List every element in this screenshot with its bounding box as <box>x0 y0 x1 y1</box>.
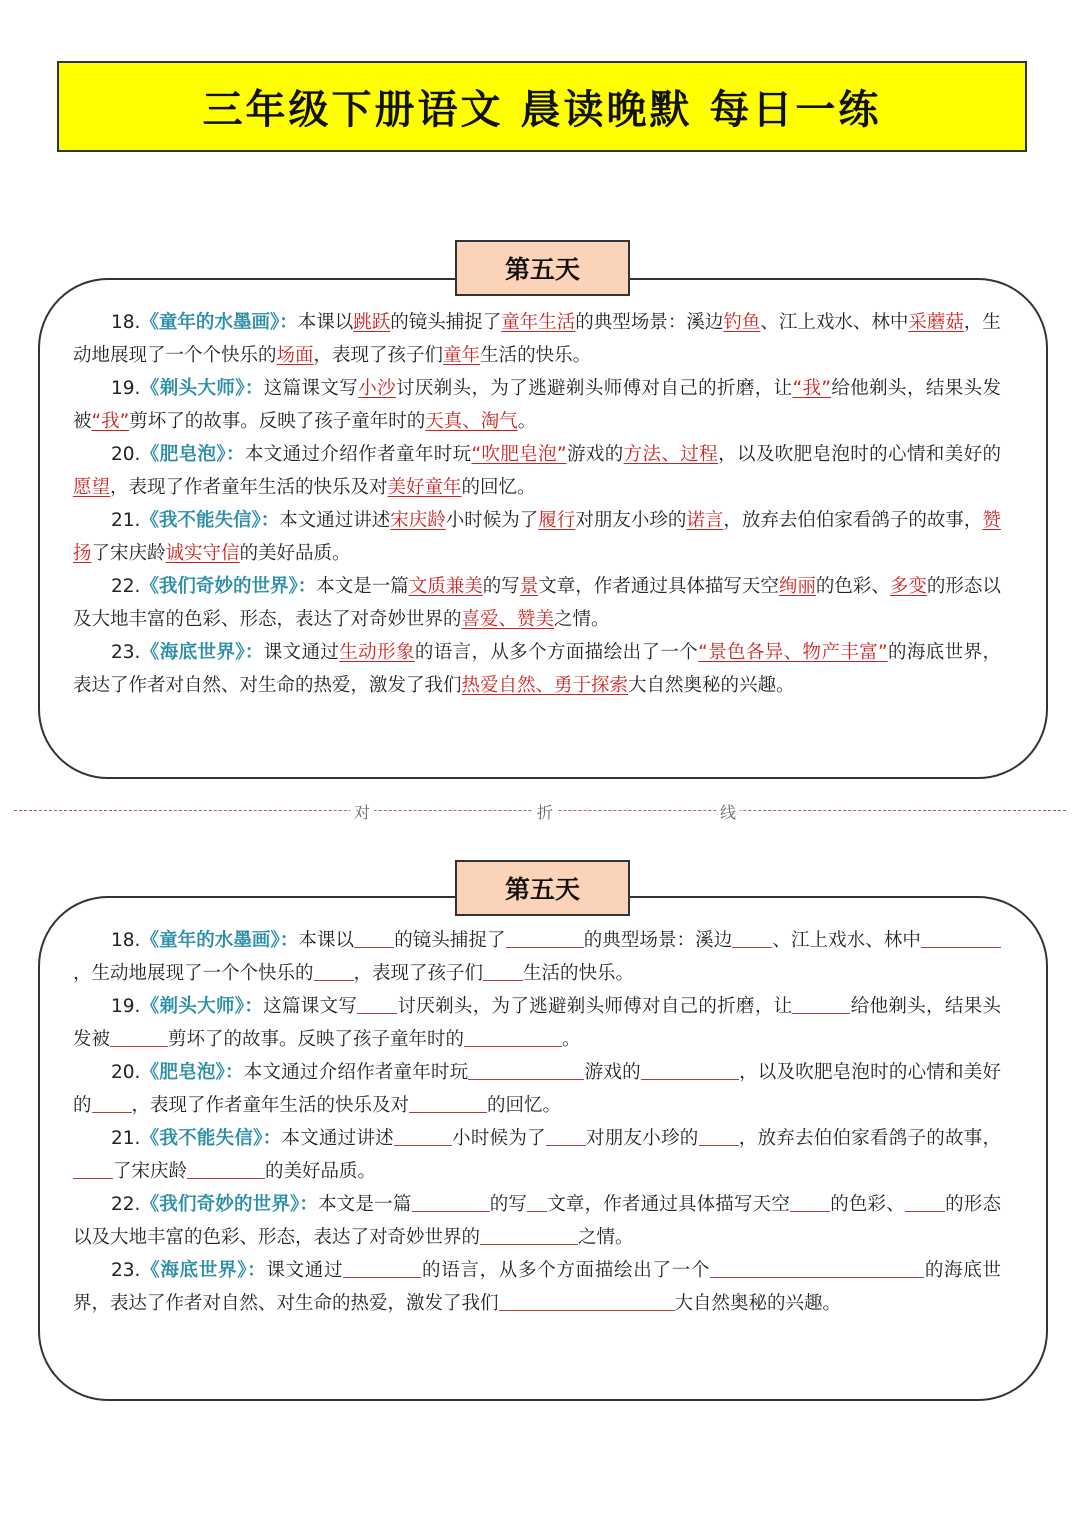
answer-text: 绚丽 <box>778 576 816 597</box>
body-text: 的镜头捕捉了 <box>394 930 506 951</box>
body-text: ，以及吹肥皂泡时的心情和美好的 <box>73 1062 1001 1116</box>
body-text: 的语言，从多个方面描绘出了一个 <box>414 642 699 663</box>
fill-blank <box>343 1259 421 1279</box>
day-label-text: 第五天 <box>504 255 580 284</box>
answer-text: “我” <box>792 378 832 399</box>
body-text: 讨厌剃头，为了逃避剃头师傅对自己的折磨，让 <box>397 996 793 1017</box>
answer-text: 喜爱、赞美 <box>461 609 555 630</box>
body-text: 之情。 <box>554 609 610 630</box>
fold-line-char: 线 <box>716 800 740 823</box>
fill-blank <box>187 1160 265 1180</box>
fill-blank <box>394 1127 452 1147</box>
body-text: ，表现了孩子们 <box>353 963 484 984</box>
body-text: 的美好品质。 <box>265 1161 377 1182</box>
body-text: ，表现了作者童年生活的快乐及对 <box>110 477 388 498</box>
body-text: 给他剃头，结果头发被 <box>73 996 1001 1050</box>
body-text: 的色彩、 <box>815 576 890 597</box>
body-text: ，生动地展现了一个个快乐的 <box>73 312 1001 366</box>
lesson-title: 《童年的水墨画》： <box>140 930 299 951</box>
answer-card <box>38 278 1048 779</box>
body-text: 本文通过介绍作者童年时玩 <box>244 444 472 465</box>
body-text: 对朋友小珍的 <box>575 510 687 531</box>
answer-text: 美好童年 <box>387 477 462 498</box>
fill-blank <box>354 929 394 949</box>
body-text: 本文通过讲述 <box>281 1128 394 1149</box>
fill-blank <box>110 1028 168 1048</box>
body-text: 这篇课文写 <box>263 996 358 1017</box>
fill-blank <box>699 1127 739 1147</box>
day-label-text: 第五天 <box>504 875 580 904</box>
answer-content <box>73 306 1001 702</box>
paragraph <box>73 636 1001 702</box>
fill-blank <box>641 1061 739 1081</box>
body-text: 。 <box>517 411 537 432</box>
body-text: 、江上戏水、林中 <box>772 930 921 951</box>
body-text: 大自然奥秘的兴趣。 <box>628 675 795 696</box>
paragraph <box>73 372 1001 438</box>
answer-text: 景 <box>519 576 539 597</box>
fill-blank <box>527 1193 547 1213</box>
answer-text: 诚实守信 <box>165 543 240 564</box>
body-text: 本文通过讲述 <box>279 510 391 531</box>
body-text: 游戏的 <box>584 1062 641 1083</box>
paragraph <box>73 306 1001 372</box>
body-text: 对朋友小珍的 <box>585 1128 699 1149</box>
body-text: 的镜头捕捉了 <box>390 312 502 333</box>
paragraph <box>73 504 1001 570</box>
body-text: 、江上戏水、林中 <box>760 312 909 333</box>
lesson-title: 《肥皂泡》： <box>140 444 245 465</box>
fill-blank <box>314 962 354 982</box>
lesson-title: 《我不能失信》： <box>140 510 280 531</box>
body-text: 文章，作者通过具体描写天空 <box>538 576 779 597</box>
body-text: 文章，作者通过具体描写天空 <box>547 1194 791 1215</box>
body-text: 生活的快乐。 <box>523 963 635 984</box>
fill-blank <box>792 995 850 1015</box>
body-text: ，放弃去伯伯家看鸽子的故事， <box>738 1128 1001 1149</box>
item-number: 23. <box>111 1260 141 1281</box>
answer-text: 热爱自然、勇于探索 <box>461 675 629 696</box>
paragraph <box>73 1188 1001 1254</box>
fill-blank <box>409 1094 487 1114</box>
answer-text: 愿望 <box>73 477 111 498</box>
fold-line-char: 对 <box>350 800 374 823</box>
fill-blank <box>710 1259 924 1279</box>
body-text: 的形态以及大地丰富的色彩、形态，表达了对奇妙世界的 <box>73 576 1001 630</box>
answer-text: 多变 <box>889 576 927 597</box>
answer-text: 生动形象 <box>339 642 415 663</box>
fill-blank <box>412 1193 490 1213</box>
body-text: 小时候为了 <box>445 510 539 531</box>
page-title-banner <box>57 61 1027 152</box>
answer-text: 场面 <box>276 345 314 366</box>
body-text: 小时候为了 <box>451 1128 546 1149</box>
body-text: 的写 <box>482 576 520 597</box>
body-text: 之情。 <box>578 1227 634 1248</box>
body-text: 的海底世界，表达了作者对自然、对生命的热爱，激发了我们 <box>73 1260 1001 1314</box>
fill-blank <box>468 1061 584 1081</box>
paragraph <box>73 924 1001 990</box>
fill-blank <box>499 1292 675 1312</box>
body-text: 本文是一篇 <box>318 1194 412 1215</box>
fill-blank <box>483 962 523 982</box>
fill-blank <box>92 1094 132 1114</box>
body-text: 游戏的 <box>566 444 624 465</box>
paragraph <box>73 990 1001 1056</box>
body-text: 课文通过 <box>266 1260 344 1281</box>
body-text: 的回忆。 <box>487 1095 562 1116</box>
answer-text: “景色各异、物产丰富” <box>698 642 888 663</box>
body-text: 本文是一篇 <box>316 576 409 597</box>
item-number: 22. <box>111 1194 141 1215</box>
paragraph <box>73 1056 1001 1122</box>
exercise-content <box>73 924 1001 1320</box>
item-number: 18. <box>111 312 141 333</box>
paragraph <box>73 1122 1001 1188</box>
answer-text: 小沙 <box>358 378 396 399</box>
body-text: 的美好品质。 <box>239 543 351 564</box>
lesson-title: 《海底世界》： <box>140 1260 267 1281</box>
lesson-title: 《肥皂泡》： <box>140 1062 244 1083</box>
fill-blank <box>357 995 397 1015</box>
item-number: 19. <box>111 996 141 1017</box>
lesson-title: 《童年的水墨画》： <box>140 312 298 333</box>
answer-text: 天真、淘气 <box>425 411 518 432</box>
body-text: 本文通过介绍作者童年时玩 <box>243 1062 469 1083</box>
fill-blank <box>921 929 1001 949</box>
answer-text: 方法、过程 <box>623 444 719 465</box>
item-number: 18. <box>111 930 141 951</box>
lesson-title: 《我们奇妙的世界》： <box>140 1194 319 1215</box>
answer-text: 采蘑菇 <box>908 312 964 333</box>
item-number: 21. <box>111 510 141 531</box>
lesson-title: 《海底世界》： <box>140 642 264 663</box>
day-label-top <box>455 240 630 296</box>
body-text: 本课以 <box>298 930 355 951</box>
body-text: 剪坏了的故事。反映了孩子童年时的 <box>129 411 426 432</box>
answer-text: 跳跃 <box>353 312 391 333</box>
body-text: 生活的快乐。 <box>480 345 592 366</box>
body-text: 的典型场景：溪边 <box>575 312 724 333</box>
fill-blank <box>464 1028 562 1048</box>
body-text: 讨厌剃头，为了逃避剃头师傅对自己的折磨，让 <box>395 378 793 399</box>
body-text: ，生动地展现了一个个快乐的 <box>73 963 314 984</box>
day-label-bottom <box>455 860 630 916</box>
body-text: 的语言，从多个方面描绘出了一个 <box>421 1260 711 1281</box>
body-text: 大自然奥秘的兴趣。 <box>674 1293 842 1314</box>
body-text: ，表现了作者童年生活的快乐及对 <box>131 1095 410 1116</box>
answer-text: 童年生活 <box>501 312 576 333</box>
body-text: 给他剃头，结果头发被 <box>73 378 1001 432</box>
answer-text: “吹肥皂泡” <box>471 444 567 465</box>
body-text: 了宋庆龄 <box>113 1161 188 1182</box>
body-text: 的回忆。 <box>461 477 536 498</box>
lesson-title: 《我不能失信》： <box>140 1128 282 1149</box>
fold-line-char: 折 <box>533 800 557 823</box>
body-text: 本课以 <box>297 312 354 333</box>
fill-blank <box>480 1226 578 1246</box>
item-number: 20. <box>111 444 141 465</box>
answer-text: 赞扬 <box>73 510 1001 564</box>
item-number: 23. <box>111 642 141 663</box>
body-text: ，放弃去伯伯家看鸽子的故事， <box>723 510 983 531</box>
lesson-title: 《我们奇妙的世界》： <box>140 576 317 597</box>
body-text: 。 <box>562 1029 581 1050</box>
answer-text: 诺言 <box>686 510 724 531</box>
fill-blank <box>506 929 584 949</box>
answer-text: 宋庆龄 <box>390 510 446 531</box>
answer-text: 钓鱼 <box>723 312 761 333</box>
lesson-title: 《剃头大师》： <box>140 996 264 1017</box>
fill-blank <box>546 1127 586 1147</box>
lesson-title: 《剃头大师》： <box>140 378 264 399</box>
item-number: 22. <box>111 576 141 597</box>
answer-text: “我” <box>91 411 130 432</box>
paragraph <box>73 438 1001 504</box>
body-text: 课文通过 <box>263 642 340 663</box>
fill-blank <box>905 1193 945 1213</box>
body-text: ，以及吹肥皂泡时的心情和美好的 <box>718 444 1001 465</box>
fill-blank <box>790 1193 830 1213</box>
answer-text: 履行 <box>538 510 576 531</box>
page-title: 三年级下册语文 晨读晚默 每日一练 <box>202 86 882 133</box>
body-text: 了宋庆龄 <box>91 543 166 564</box>
body-text: 的色彩、 <box>830 1194 905 1215</box>
body-text: 这篇课文写 <box>263 378 359 399</box>
paragraph <box>73 570 1001 636</box>
answer-text: 童年 <box>443 345 481 366</box>
exercise-card <box>38 896 1048 1401</box>
body-text: 的写 <box>489 1194 528 1215</box>
answer-text: 文质兼美 <box>408 576 483 597</box>
paragraph <box>73 1254 1001 1320</box>
body-text: 的海底世界，表达了作者对自然、对生命的热爱，激发了我们 <box>73 642 1001 696</box>
body-text: 的典型场景：溪边 <box>583 930 733 951</box>
body-text: 剪坏了的故事。反映了孩子童年时的 <box>168 1029 465 1050</box>
body-text: ，表现了孩子们 <box>313 345 444 366</box>
fill-blank <box>732 929 772 949</box>
item-number: 19. <box>111 378 141 399</box>
body-text: 的形态以及大地丰富的色彩、形态，表达了对奇妙世界的 <box>73 1194 1001 1248</box>
item-number: 20. <box>111 1062 141 1083</box>
item-number: 21. <box>111 1128 141 1149</box>
fill-blank <box>73 1160 113 1180</box>
